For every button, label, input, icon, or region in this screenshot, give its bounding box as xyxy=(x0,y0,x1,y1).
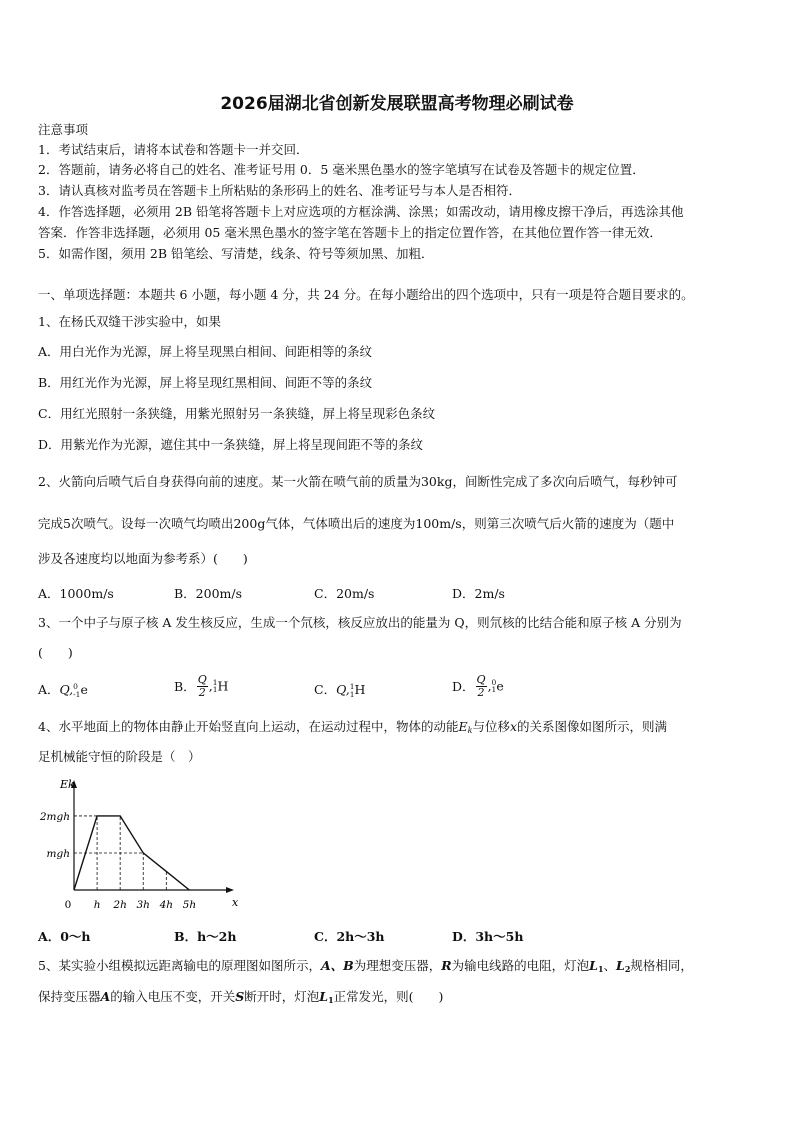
x-tick-label: 3h xyxy=(136,899,150,911)
q1-option-a: A．用白光作为光源，屏上将呈现黑白相间、间距相等的条纹 xyxy=(38,344,373,359)
mass-number: 0 xyxy=(73,682,78,691)
switch-symbol: S xyxy=(235,989,245,1004)
q3-option-b: B． $\frac{Q}{2}$ , 1 1 H xyxy=(174,673,229,699)
transformer-symbols: A、B xyxy=(320,958,354,973)
q5-text: 规格相同， xyxy=(630,958,693,973)
fraction xyxy=(476,674,487,698)
q4-text: 4、水平地面上的物体由静止开始竖直向上运动，在运动过程中，物体的动能 xyxy=(38,719,459,734)
particle-symbol: e xyxy=(80,682,88,697)
mass-number: 1 xyxy=(349,682,355,691)
q4-option-c: C．2h～3h xyxy=(314,929,385,944)
notice-item-1: 1．考试结束后，请将本试卷和答题卡一并交回． xyxy=(38,142,309,157)
particle-symbol: H xyxy=(217,678,229,694)
lamp-1-subscript: 1 xyxy=(328,995,334,1005)
notice-item-4: 4．作答选择题，必须用 2B 铅笔将答题卡上对应选项的方框涂满、涂黑；如需改动，请用橡皮擦干净后，再选涂其他 xyxy=(38,204,684,219)
q2-stem-line1 xyxy=(38,474,677,489)
q4-text: 与位移 xyxy=(472,719,510,734)
option-label: B． xyxy=(174,679,196,695)
q5-text: 为理想变压器， xyxy=(353,958,442,973)
transformer-a-symbol: A xyxy=(100,989,111,1004)
option-label: C． xyxy=(314,682,337,697)
mass-number: 1 xyxy=(212,677,218,687)
notice-item-2: 2．答题前，请务必将自己的姓名、准考证号用 0．5 毫米黑色墨水的签字笔填写在试卷及答题卡的规定位置． xyxy=(38,162,645,177)
x-tick-label: 0 xyxy=(64,899,72,911)
charge-number: 1 xyxy=(212,685,218,695)
mass-number: 0 xyxy=(491,677,497,687)
q5-text: 断开时，灯泡 xyxy=(244,989,320,1004)
denominator: 2 xyxy=(198,685,206,699)
y-tick-label: mgh xyxy=(46,847,70,860)
option-energy: Q, xyxy=(59,682,74,697)
resistor-symbol: R xyxy=(441,958,452,973)
q3-option-a xyxy=(38,680,88,698)
q5-text: 保持变压器 xyxy=(38,989,101,1004)
displacement-symbol: x xyxy=(509,719,518,734)
charge-number: 1 xyxy=(349,689,355,699)
lamp-1-subscript: 1 xyxy=(597,964,604,974)
numerator: Q xyxy=(197,673,207,686)
q4-options xyxy=(38,927,758,943)
q2-text: ，则第三次喷气后火箭的速度为（题中 xyxy=(461,516,675,531)
x-tick-label: 2h xyxy=(113,899,127,911)
notice-item-5: 5．如需作图，须用 2B 铅笔绘、写清楚，线条、符号等须加黑、加粗． xyxy=(38,246,434,261)
q3-stem-line1: 3、一个中子与原子核 A 发生核反应，生成一个氘核，核反应放出的能量为 Q，则氘核的比结合能和原子核 A 分别为 xyxy=(38,615,682,630)
x-axis-arrow xyxy=(226,887,234,893)
q3-option-d: D． $\frac{Q}{2}$ , 0 1 e xyxy=(452,673,504,699)
q4-text: 的关系图像如图所示，则满 xyxy=(517,719,668,734)
q4-stem-line1 xyxy=(38,719,667,736)
y-axis-label: Ek xyxy=(60,778,75,791)
x-tick-label: 5h xyxy=(182,899,197,911)
q2-mass: 30kg xyxy=(420,474,453,489)
q5-stem-line2 xyxy=(38,989,443,1006)
q2-options xyxy=(38,584,758,600)
q1-option-d: D．用紫光作为光源，遮住其中一条狭缝，屏上将呈现间距不等的条纹 xyxy=(38,437,424,452)
x-tick-label: h xyxy=(93,899,101,911)
y-tick-label: 2mgh xyxy=(39,810,70,823)
q2-text: ，间断性完成了多次向后喷气，每秒钟可 xyxy=(452,474,678,489)
q2-option-a: A．1000m/s xyxy=(38,586,114,601)
kinetic-energy-subscript: k xyxy=(467,726,473,735)
q5-text: 为输电线路的电阻，灯泡 xyxy=(451,958,590,973)
q1-option-c: C．用红光照射一条狭缝，用紫光照射另一条狭缝，屏上将呈现彩色条纹 xyxy=(38,406,436,421)
q2-speed: 100m/s xyxy=(415,516,462,531)
q2-option-b: B．200m/s xyxy=(174,586,243,601)
particle-symbol: e xyxy=(496,678,504,694)
q5-separator: 、 xyxy=(603,958,617,973)
notice-heading: 注意事项 xyxy=(38,122,89,137)
denominator: 2 xyxy=(477,685,485,699)
q3-stem-line2: ( ) xyxy=(38,645,73,660)
q2-stem-line3: 涉及各速度均以地面为参考系）( ) xyxy=(38,551,248,566)
q5-text: 5、某实验小组模拟远距离输电的原理图如图所示， xyxy=(38,958,321,973)
q2-option-c: C．20m/s xyxy=(314,586,375,601)
q1-option-b: B．用红光作为光源，屏上将呈现红黑相间、间距不等的条纹 xyxy=(38,375,373,390)
kinetic-energy-symbol: E xyxy=(458,719,468,734)
notice-item-3: 3．请认真核对监考员在答题卡上所粘贴的条形码上的姓名、准考证号与本人是否相符． xyxy=(38,183,521,198)
ek-x-chart xyxy=(30,778,239,911)
numerator: Q xyxy=(476,673,486,686)
lamp-2-symbol: L xyxy=(616,958,625,973)
x-tick-label: 4h xyxy=(159,899,174,911)
q4-option-d: D．3h～5h xyxy=(452,929,524,944)
q5-stem-line1 xyxy=(38,958,693,975)
option-energy: Q, xyxy=(336,682,350,697)
notice-item-4-cont: 答案．作答非选择题，必须用 05 毫米黑色墨水的签字笔在答题卡上的指定位置作答，在其他位置作答一律无效． xyxy=(38,225,662,240)
option-label: D． xyxy=(452,679,475,695)
q2-text: 完成 xyxy=(38,516,64,531)
q2-text: 次喷气。设每一次喷气均喷出 xyxy=(70,516,234,531)
q2-gas-mass: 200g xyxy=(233,516,266,531)
page-title: 2026届湖北省创新发展联盟高考物理必刷试卷 xyxy=(220,94,574,114)
lamp-1-symbol: L xyxy=(589,958,598,973)
q3-option-c xyxy=(314,680,365,698)
q5-text: 的输入电压不变，开关 xyxy=(110,989,236,1004)
particle-symbol: H xyxy=(354,682,366,697)
lamp-1-symbol: L xyxy=(319,989,329,1004)
lamp-2-subscript: 2 xyxy=(624,964,631,974)
q3-options xyxy=(38,674,758,708)
option-label: A． xyxy=(38,682,60,697)
charge-number: -1 xyxy=(73,689,81,699)
section-heading: 一、单项选择题：本题共 6 小题，每小题 4 分，共 24 分。在每小题给出的四个选项中，只有一项是符合题目要求的。 xyxy=(38,287,694,302)
charge-number: 1 xyxy=(491,685,497,695)
q5-text: 正常发光，则( ) xyxy=(333,989,444,1004)
q4-option-b: B．h～2h xyxy=(174,929,237,944)
q2-option-d: D．2m/s xyxy=(452,586,505,601)
q4-option-a: A．0～h xyxy=(38,929,91,944)
q1-stem: 1、在杨氏双缝干涉实验中，如果 xyxy=(38,314,221,329)
q4-stem-line2: 足机械能守恒的阶段是（ ） xyxy=(38,749,201,764)
q2-stem-line2 xyxy=(38,516,674,531)
x-axis-label: x xyxy=(232,896,239,909)
fraction xyxy=(197,674,208,698)
q2-text: 气体，气体喷出后的速度为 xyxy=(265,516,416,531)
q2-text: 2、火箭向后喷气后自身获得向前的速度。某一火箭在喷气前的质量为 xyxy=(38,474,421,489)
q2-times: 5 xyxy=(63,516,71,531)
